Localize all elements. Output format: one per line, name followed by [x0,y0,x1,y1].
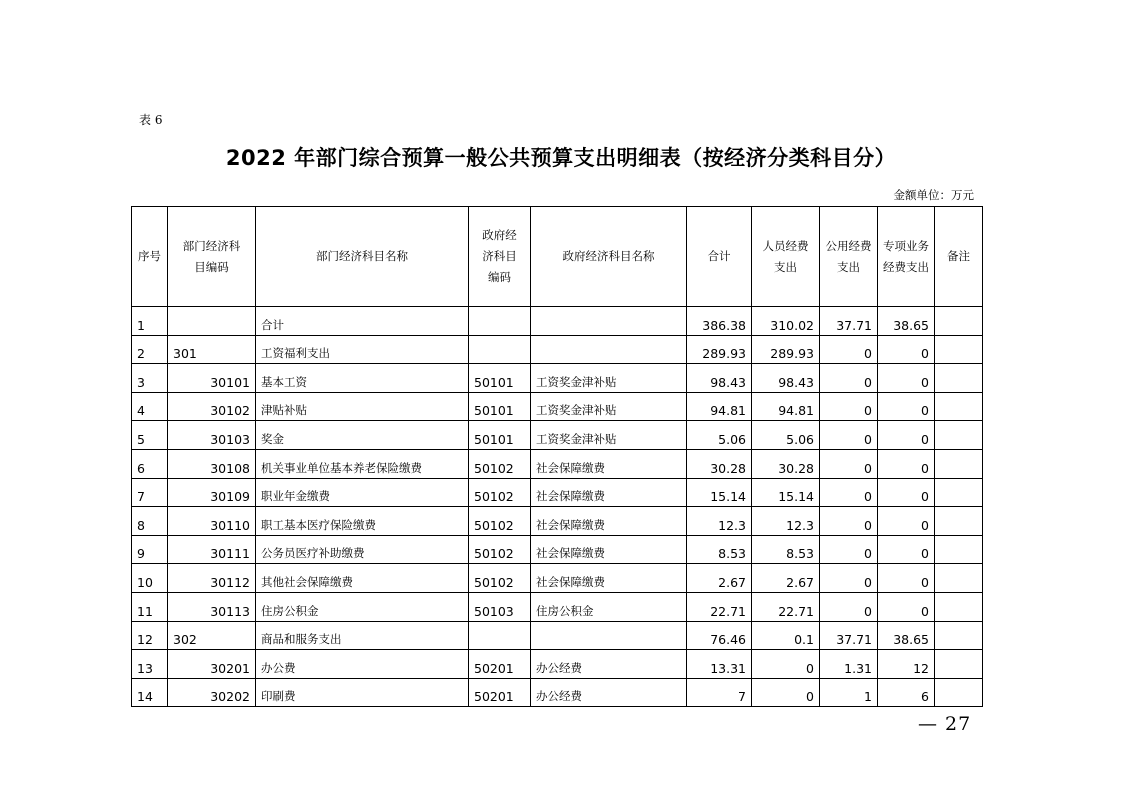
cell-public: 0 [820,564,878,593]
header-gov-name: 政府经济科目名称 [531,207,687,307]
cell-seq: 13 [132,650,168,679]
cell-personnel: 5.06 [752,421,820,450]
cell-public: 0 [820,364,878,393]
cell-gov-code [469,621,531,650]
cell-remark [935,478,983,507]
table-row [132,650,983,679]
cell-seq: 12 [132,621,168,650]
cell-total: 98.43 [687,364,752,393]
budget-table [131,206,983,707]
cell-dept-name: 合计 [256,307,469,336]
cell-personnel: 8.53 [752,535,820,564]
cell-public: 0 [820,335,878,364]
cell-special: 0 [878,507,935,536]
cell-gov-name: 社会保障缴费 [531,449,687,478]
cell-dept-code: 30103 [168,421,256,450]
cell-dept-code: 302 [168,621,256,650]
cell-seq: 2 [132,335,168,364]
page-number: — 27 [918,713,972,735]
table-row [132,449,983,478]
cell-gov-name: 办公经费 [531,678,687,707]
cell-special: 12 [878,650,935,679]
cell-personnel: 310.02 [752,307,820,336]
cell-personnel: 0 [752,650,820,679]
cell-gov-name: 社会保障缴费 [531,507,687,536]
cell-personnel: 15.14 [752,478,820,507]
cell-public: 1 [820,678,878,707]
cell-special: 0 [878,392,935,421]
cell-dept-name: 印刷费 [256,678,469,707]
cell-personnel: 289.93 [752,335,820,364]
cell-public: 0 [820,592,878,621]
cell-seq: 4 [132,392,168,421]
cell-special: 0 [878,535,935,564]
cell-dept-name: 奖金 [256,421,469,450]
cell-gov-name [531,621,687,650]
cell-remark [935,621,983,650]
cell-total: 94.81 [687,392,752,421]
cell-gov-name: 工资奖金津补贴 [531,364,687,393]
cell-dept-name: 办公费 [256,650,469,679]
cell-dept-name: 商品和服务支出 [256,621,469,650]
cell-seq: 7 [132,478,168,507]
header-personnel: 人员经费支出 [752,207,820,307]
table-row [132,535,983,564]
cell-dept-code: 30111 [168,535,256,564]
cell-remark [935,307,983,336]
header-special: 专项业务经费支出 [878,207,935,307]
cell-remark [935,678,983,707]
cell-seq: 11 [132,592,168,621]
cell-dept-code: 30110 [168,507,256,536]
cell-remark [935,335,983,364]
cell-special: 0 [878,478,935,507]
cell-dept-name: 其他社会保障缴费 [256,564,469,593]
cell-remark [935,650,983,679]
cell-total: 13.31 [687,650,752,679]
cell-remark [935,535,983,564]
header-seq: 序号 [132,207,168,307]
cell-gov-name: 社会保障缴费 [531,564,687,593]
cell-special: 0 [878,421,935,450]
table-header-row [132,207,983,307]
header-total: 合计 [687,207,752,307]
cell-personnel: 0 [752,678,820,707]
table-row [132,507,983,536]
cell-gov-code [469,335,531,364]
cell-gov-name: 住房公积金 [531,592,687,621]
cell-personnel: 0.1 [752,621,820,650]
cell-remark [935,392,983,421]
cell-total: 289.93 [687,335,752,364]
cell-dept-code: 301 [168,335,256,364]
cell-personnel: 94.81 [752,392,820,421]
cell-remark [935,592,983,621]
cell-total: 7 [687,678,752,707]
cell-total: 30.28 [687,449,752,478]
cell-gov-code: 50101 [469,421,531,450]
table-row [132,392,983,421]
cell-dept-code: 30113 [168,592,256,621]
cell-gov-code: 50102 [469,507,531,536]
cell-total: 12.3 [687,507,752,536]
table-row [132,564,983,593]
cell-personnel: 12.3 [752,507,820,536]
cell-special: 38.65 [878,621,935,650]
table-row [132,678,983,707]
cell-special: 38.65 [878,307,935,336]
cell-seq: 5 [132,421,168,450]
cell-public: 1.31 [820,650,878,679]
cell-dept-code: 30112 [168,564,256,593]
table-row [132,421,983,450]
cell-dept-name: 公务员医疗补助缴费 [256,535,469,564]
cell-gov-name: 工资奖金津补贴 [531,392,687,421]
cell-total: 15.14 [687,478,752,507]
cell-gov-code: 50103 [469,592,531,621]
cell-dept-name: 职工基本医疗保险缴费 [256,507,469,536]
cell-dept-name: 住房公积金 [256,592,469,621]
cell-seq: 10 [132,564,168,593]
header-remark: 备注 [935,207,983,307]
cell-remark [935,564,983,593]
cell-personnel: 30.28 [752,449,820,478]
table-row [132,307,983,336]
cell-dept-code: 30101 [168,364,256,393]
cell-public: 0 [820,478,878,507]
cell-personnel: 22.71 [752,592,820,621]
cell-public: 0 [820,535,878,564]
cell-public: 37.71 [820,621,878,650]
table-label: 表 6 [139,113,163,127]
cell-total: 386.38 [687,307,752,336]
cell-special: 0 [878,335,935,364]
cell-gov-code [469,307,531,336]
header-dept-name: 部门经济科目名称 [256,207,469,307]
header-dept-code: 部门经济科目编码 [168,207,256,307]
cell-public: 0 [820,449,878,478]
cell-special: 6 [878,678,935,707]
cell-gov-code: 50102 [469,564,531,593]
cell-dept-code: 30201 [168,650,256,679]
unit-note: 金额单位：万元 [893,188,974,202]
cell-gov-code: 50101 [469,364,531,393]
cell-special: 0 [878,564,935,593]
cell-dept-name: 津贴补贴 [256,392,469,421]
cell-remark [935,507,983,536]
cell-dept-code: 30109 [168,478,256,507]
cell-special: 0 [878,449,935,478]
cell-gov-code: 50201 [469,678,531,707]
table-row [132,478,983,507]
cell-public: 0 [820,507,878,536]
cell-special: 0 [878,592,935,621]
cell-personnel: 2.67 [752,564,820,593]
cell-personnel: 98.43 [752,364,820,393]
header-gov-code: 政府经济科目编码 [469,207,531,307]
cell-total: 8.53 [687,535,752,564]
cell-dept-name: 机关事业单位基本养老保险缴费 [256,449,469,478]
cell-seq: 6 [132,449,168,478]
cell-public: 37.71 [820,307,878,336]
cell-gov-name: 社会保障缴费 [531,478,687,507]
cell-dept-name: 基本工资 [256,364,469,393]
cell-gov-code: 50102 [469,478,531,507]
cell-total: 22.71 [687,592,752,621]
table-row [132,335,983,364]
cell-gov-code: 50102 [469,449,531,478]
cell-dept-code [168,307,256,336]
cell-remark [935,449,983,478]
cell-gov-code: 50102 [469,535,531,564]
cell-seq: 9 [132,535,168,564]
table-row [132,592,983,621]
cell-dept-code: 30102 [168,392,256,421]
cell-dept-code: 30108 [168,449,256,478]
cell-gov-name [531,335,687,364]
cell-public: 0 [820,421,878,450]
cell-total: 2.67 [687,564,752,593]
cell-gov-name [531,307,687,336]
header-public: 公用经费支出 [820,207,878,307]
cell-remark [935,421,983,450]
cell-seq: 8 [132,507,168,536]
cell-dept-code: 30202 [168,678,256,707]
cell-public: 0 [820,392,878,421]
cell-gov-code: 50201 [469,650,531,679]
cell-dept-name: 工资福利支出 [256,335,469,364]
cell-total: 76.46 [687,621,752,650]
cell-total: 5.06 [687,421,752,450]
cell-gov-name: 工资奖金津补贴 [531,421,687,450]
cell-seq: 1 [132,307,168,336]
cell-seq: 14 [132,678,168,707]
cell-remark [935,364,983,393]
cell-dept-name: 职业年金缴费 [256,478,469,507]
cell-seq: 3 [132,364,168,393]
cell-gov-code: 50101 [469,392,531,421]
document-title: 2022 年部门综合预算一般公共预算支出明细表（按经济分类科目分） [225,146,897,170]
table-row [132,364,983,393]
table-row [132,621,983,650]
cell-gov-name: 办公经费 [531,650,687,679]
cell-gov-name: 社会保障缴费 [531,535,687,564]
cell-special: 0 [878,364,935,393]
